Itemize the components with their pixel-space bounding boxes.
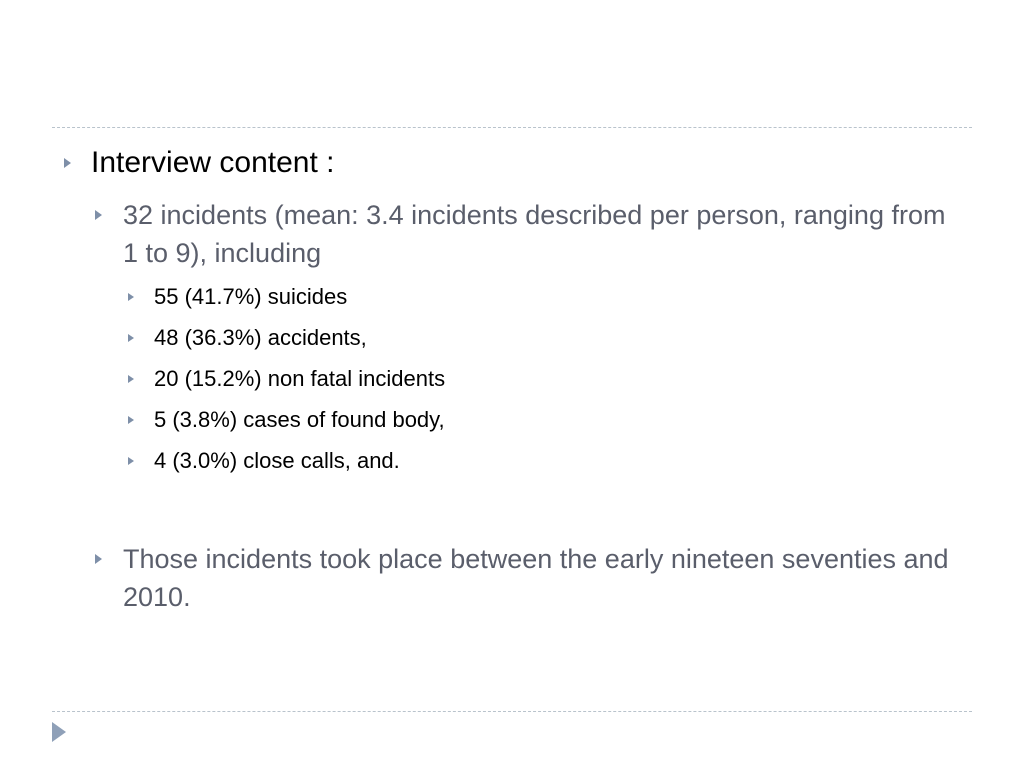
sub-item-text: 55 (41.7%) suicides: [154, 284, 348, 309]
triangle-bullet-icon: [95, 210, 102, 220]
corner-arrow-icon: [52, 722, 66, 742]
triangle-bullet-icon: [128, 375, 134, 383]
bullet-level1: [64, 146, 334, 180]
incidents-text: 32 incidents (mean: 3.4 incidents described per person, ranging from 1 to 9), including: [123, 200, 946, 268]
triangle-bullet-icon: [128, 416, 134, 424]
sub-item-close-calls: [128, 448, 400, 474]
triangle-bullet-icon: [128, 457, 134, 465]
sub-item-text: 5 (3.8%) cases of found body,: [154, 407, 445, 432]
sub-item-suicides: [128, 284, 347, 310]
heading-text: Interview content :: [91, 146, 335, 179]
bullet-incidents: [95, 196, 965, 272]
sub-item-text: 20 (15.2%) non fatal incidents: [154, 366, 446, 391]
sub-item-accidents: [128, 325, 367, 351]
sub-item-text: 48 (36.3%) accidents,: [154, 325, 367, 350]
triangle-bullet-icon: [95, 554, 102, 564]
triangle-bullet-icon: [64, 158, 71, 168]
period-text: Those incidents took place between the early nineteen seventies and 2010.: [123, 544, 949, 612]
sub-item-text: 4 (3.0%) close calls, and.: [154, 448, 400, 473]
triangle-bullet-icon: [128, 334, 134, 342]
triangle-bullet-icon: [128, 293, 134, 301]
sub-item-non-fatal: [128, 366, 445, 392]
top-divider: [52, 127, 972, 128]
bullet-period: [95, 540, 965, 616]
bottom-divider: [52, 711, 972, 712]
sub-item-found-body: [128, 407, 445, 433]
